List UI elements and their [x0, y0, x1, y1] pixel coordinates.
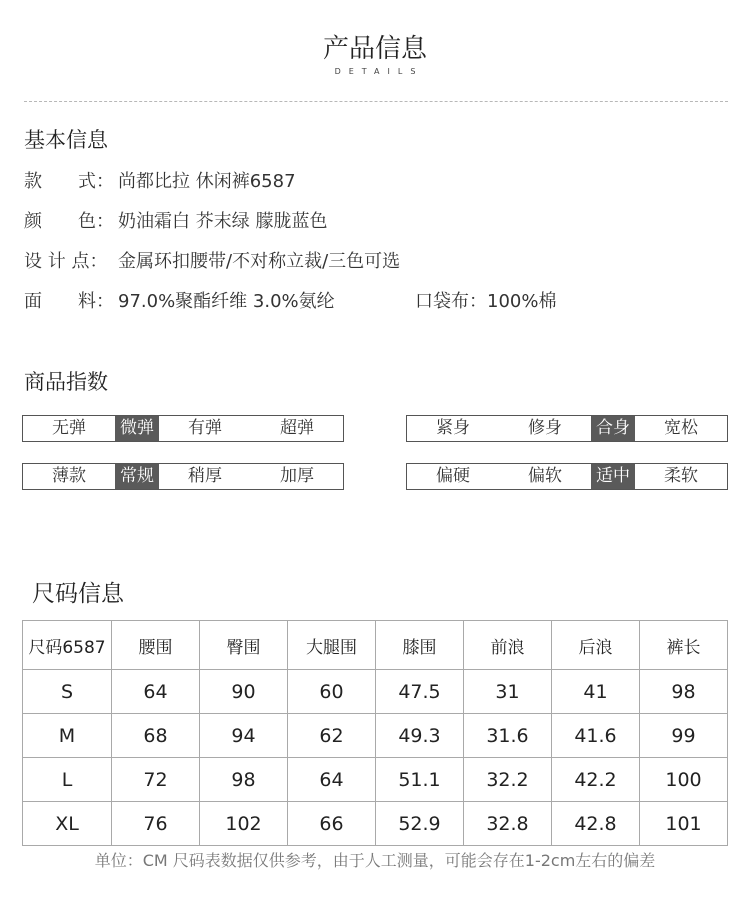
index-option: 稍厚 [188, 466, 222, 486]
table-cell: 52.9 [376, 802, 464, 846]
table-row [23, 714, 728, 758]
index-option: 有弹 [188, 418, 222, 438]
size-heading: 尺码信息 [32, 581, 124, 607]
thickness-scale [22, 463, 344, 490]
table-cell: 42.8 [552, 802, 640, 846]
index-option: 微弹 [115, 416, 159, 441]
table-cell: 31.6 [464, 714, 552, 758]
index-option: 常规 [115, 464, 159, 489]
table-cell: 42.2 [552, 758, 640, 802]
info-row-color [24, 207, 327, 233]
info-row-fabric [24, 287, 335, 313]
index-option: 适中 [591, 464, 635, 489]
table-cell: 102 [200, 802, 288, 846]
elasticity-scale [22, 415, 344, 442]
table-cell: S [23, 670, 112, 714]
table-cell: 68 [112, 714, 200, 758]
page-subtitle: DETAILS [334, 67, 424, 76]
size-table [22, 620, 728, 846]
info-value: 金属环扣腰带/不对称立裁/三色可选 [118, 251, 401, 272]
index-option: 偏硬 [436, 466, 470, 486]
table-cell: 32.8 [464, 802, 552, 846]
table-cell: 47.5 [376, 670, 464, 714]
column-header: 裤长 [640, 621, 728, 670]
table-cell: 60 [288, 670, 376, 714]
dashed-divider [24, 101, 728, 102]
column-header: 臀围 [200, 621, 288, 670]
index-option: 柔软 [664, 466, 698, 486]
fit-scale [406, 415, 728, 442]
info-label: 面 料： [24, 291, 114, 312]
table-cell: 64 [112, 670, 200, 714]
column-header: 前浪 [464, 621, 552, 670]
table-cell: XL [23, 802, 112, 846]
info-row-design [24, 247, 400, 273]
info-label: 颜 色： [24, 211, 114, 232]
column-header: 后浪 [552, 621, 640, 670]
measurement-note: 单位：CM 尺码表数据仅供参考，由于人工测量，可能会存在1-2cm左右的偏差 [94, 851, 656, 870]
table-cell: 94 [200, 714, 288, 758]
table-row [23, 670, 728, 714]
table-cell: 41 [552, 670, 640, 714]
index-option: 紧身 [436, 418, 470, 438]
table-cell: 51.1 [376, 758, 464, 802]
table-cell: 76 [112, 802, 200, 846]
info-value: 奶油霜白 芥末绿 朦胧蓝色 [118, 211, 328, 232]
table-cell: 62 [288, 714, 376, 758]
basic-info-heading: 基本信息 [24, 128, 108, 152]
index-option: 无弹 [52, 418, 86, 438]
index-option: 修身 [528, 418, 562, 438]
table-cell: 32.2 [464, 758, 552, 802]
table-row [23, 802, 728, 846]
info-value: 尚都比拉 休闲裤6587 [118, 171, 296, 192]
table-row [23, 758, 728, 802]
table-cell: 66 [288, 802, 376, 846]
table-cell: 98 [200, 758, 288, 802]
column-header: 大腿围 [288, 621, 376, 670]
index-option: 宽松 [664, 418, 698, 438]
index-option: 偏软 [528, 466, 562, 486]
table-cell: M [23, 714, 112, 758]
column-header: 腰围 [112, 621, 200, 670]
table-cell: 101 [640, 802, 728, 846]
info-label: 设 计 点： [24, 251, 108, 272]
column-header: 尺码6587 [23, 621, 112, 670]
column-header: 膝围 [376, 621, 464, 670]
table-cell: 49.3 [376, 714, 464, 758]
softness-scale [406, 463, 728, 490]
index-option: 薄款 [52, 466, 86, 486]
size-table-header [23, 621, 728, 670]
info-value: 97.0%聚酯纤维 3.0%氨纶 [118, 291, 335, 312]
index-option: 加厚 [280, 466, 314, 486]
table-cell: 64 [288, 758, 376, 802]
index-option: 合身 [591, 416, 635, 441]
index-option: 超弹 [280, 418, 314, 438]
table-cell: L [23, 758, 112, 802]
pocket-fabric: 口袋布：100%棉 [415, 291, 557, 312]
table-cell: 99 [640, 714, 728, 758]
index-heading: 商品指数 [24, 370, 108, 394]
table-cell: 72 [112, 758, 200, 802]
table-cell: 98 [640, 670, 728, 714]
page-title: 产品信息 [322, 34, 427, 64]
table-cell: 90 [200, 670, 288, 714]
table-cell: 100 [640, 758, 728, 802]
info-row-style [24, 167, 296, 193]
table-cell: 41.6 [552, 714, 640, 758]
table-cell: 31 [464, 670, 552, 714]
info-label: 款 式： [24, 171, 114, 192]
